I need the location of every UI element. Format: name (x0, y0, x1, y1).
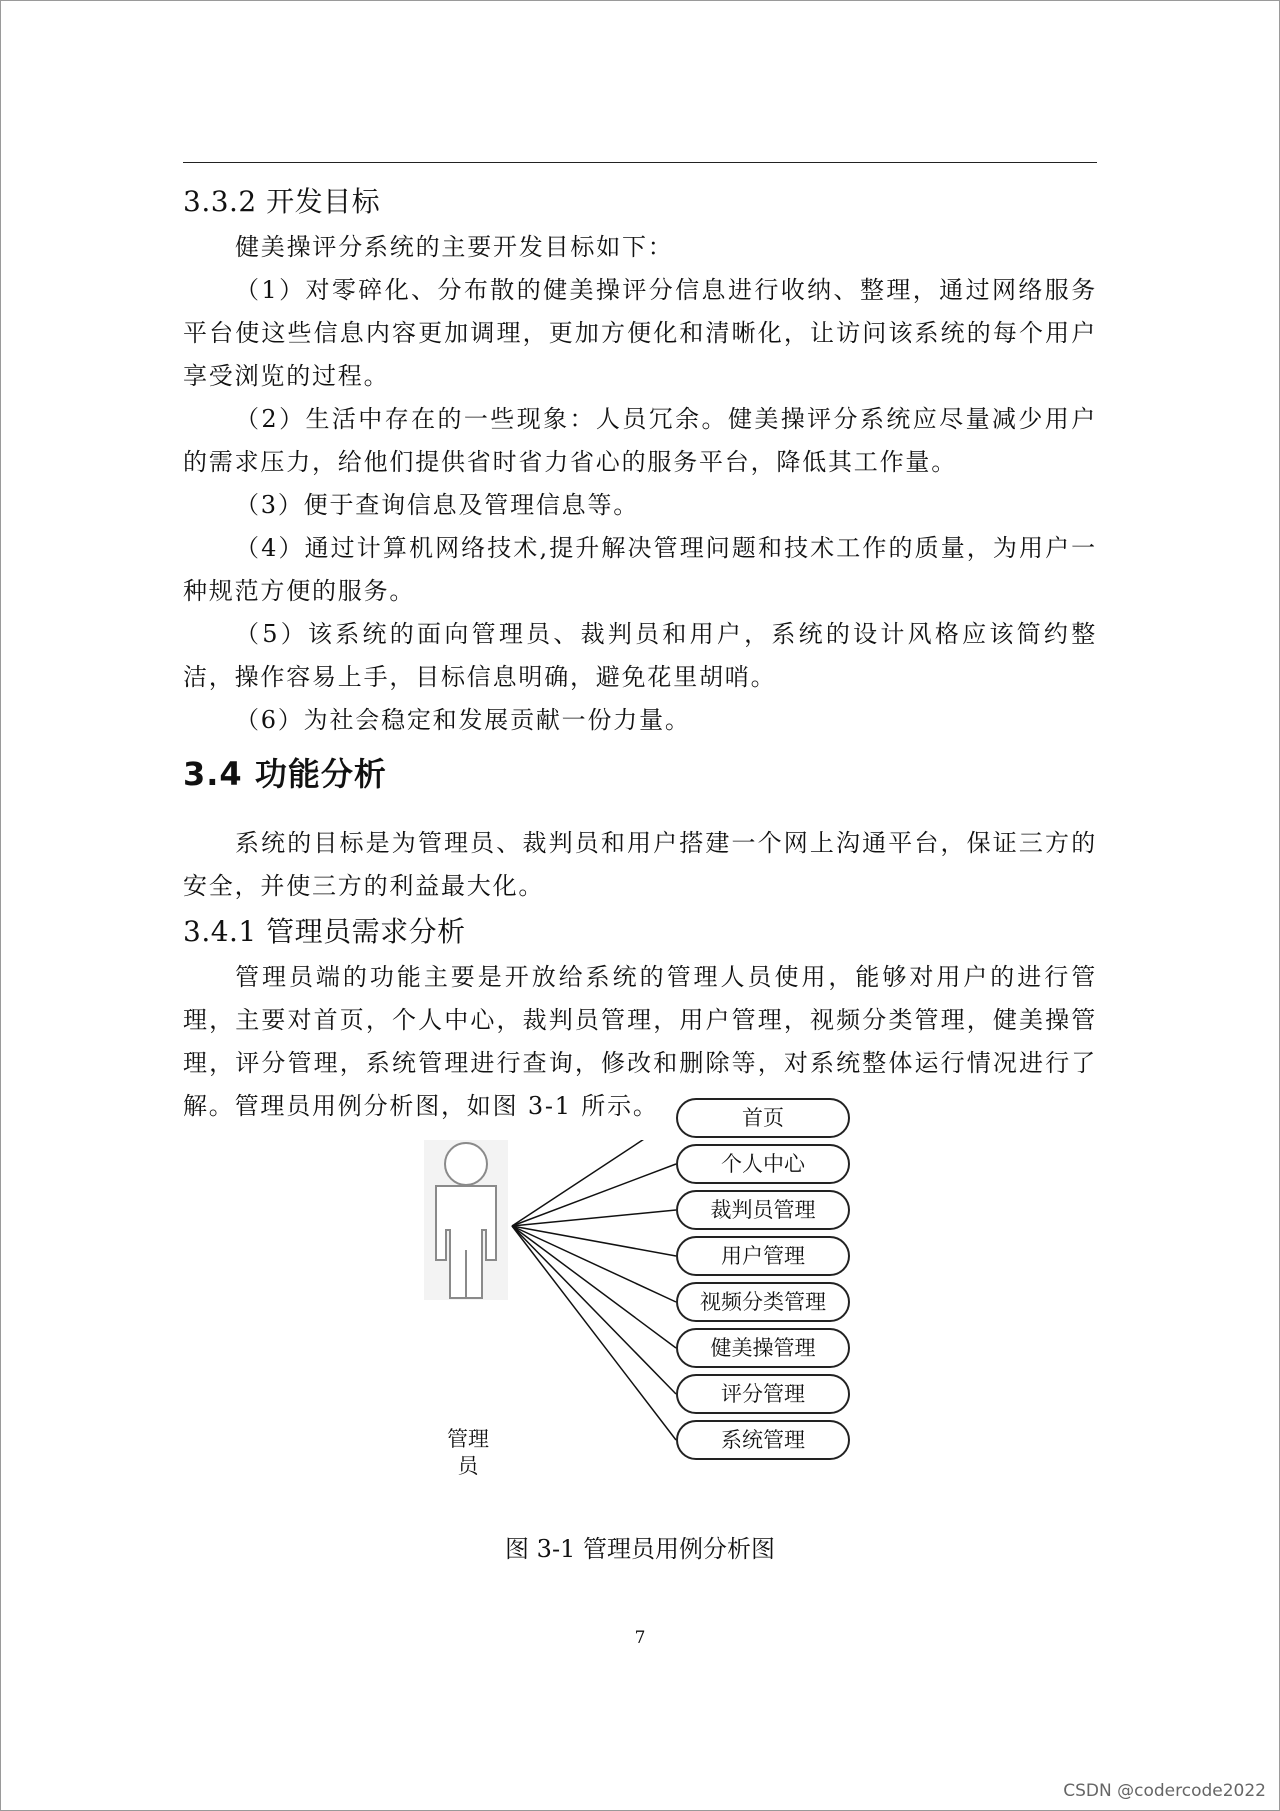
use-case-video-category-management: 视频分类管理 (676, 1282, 850, 1322)
page-number: 7 (634, 1628, 646, 1648)
heading-3-4: 3.4 功能分析 (183, 755, 387, 793)
use-case-home: 首页 (676, 1098, 850, 1138)
association-lines (512, 1140, 676, 1440)
goal-item-2: （2）生活中存在的一些现象：人员冗余。健美操评分系统应尽量减少用户的需求压力，给他们提供省时省力省心的服务平台，降低其工作量。 (183, 405, 1097, 476)
use-case-aerobics-management: 健美操管理 (676, 1328, 850, 1368)
intro-paragraph: 健美操评分系统的主要开发目标如下： (235, 233, 674, 261)
heading-3-4-1: 3.4.1 管理员需求分析 (183, 915, 466, 948)
association-line (512, 1210, 676, 1226)
use-case-user-management: 用户管理 (676, 1236, 850, 1276)
csdn-watermark: CSDN @codercode2022 (1063, 1781, 1266, 1801)
use-case-personal-center: 个人中心 (676, 1144, 850, 1184)
goal-item-6: （6）为社会稳定和发展贡献一份力量。 (235, 706, 691, 734)
association-line (512, 1226, 676, 1440)
admin-requirements-paragraph: 管理员端的功能主要是开放给系统的管理人员使用，能够对用户的进行管理，主要对首页，个人中心，裁判员管理，用户管理，视频分类管理，健美操管理，评分管理，系统管理进行查询，修改和删除等，对系统整体运行情况进行了解。管理员用例分析图，如图 3-1 所示。 (183, 963, 1097, 1120)
actor-figure-icon (424, 1140, 508, 1300)
use-case-diagram (420, 1106, 860, 1522)
goal-item-5: （5）该系统的面向管理员、裁判员和用户，系统的设计风格应该简约整洁，操作容易上手，目标信息明确，避免花里胡哨。 (183, 620, 1097, 691)
association-line (512, 1226, 676, 1302)
goal-item-4: （4）通过计算机网络技术,提升解决管理问题和技术工作的质量，为用户一种规范方便的服务。 (183, 534, 1097, 605)
actor-label: 管理员 (447, 1427, 489, 1478)
goal-item-1: （1）对零碎化、分布散的健美操评分信息进行收纳、整理，通过网络服务平台使这些信息内容更加调理，更加方便化和清晰化，让访问该系统的每个用户享受浏览的过程。 (183, 276, 1097, 390)
association-line (512, 1226, 676, 1348)
header-rule (183, 162, 1097, 163)
use-case-score-management: 评分管理 (676, 1374, 850, 1414)
function-analysis-paragraph: 系统的目标是为管理员、裁判员和用户搭建一个网上沟通平台，保证三方的安全，并使三方的利益最大化。 (183, 829, 1097, 900)
use-case-referee-management: 裁判员管理 (676, 1190, 850, 1230)
document-body (183, 178, 1097, 1128)
use-case-system-management: 系统管理 (676, 1420, 850, 1460)
association-line (512, 1164, 676, 1226)
figure-caption: 图 3-1 管理员用例分析图 (505, 1535, 775, 1563)
goal-item-3: （3）便于查询信息及管理信息等。 (235, 491, 640, 519)
heading-3-3-2: 3.3.2 开发目标 (183, 185, 381, 218)
